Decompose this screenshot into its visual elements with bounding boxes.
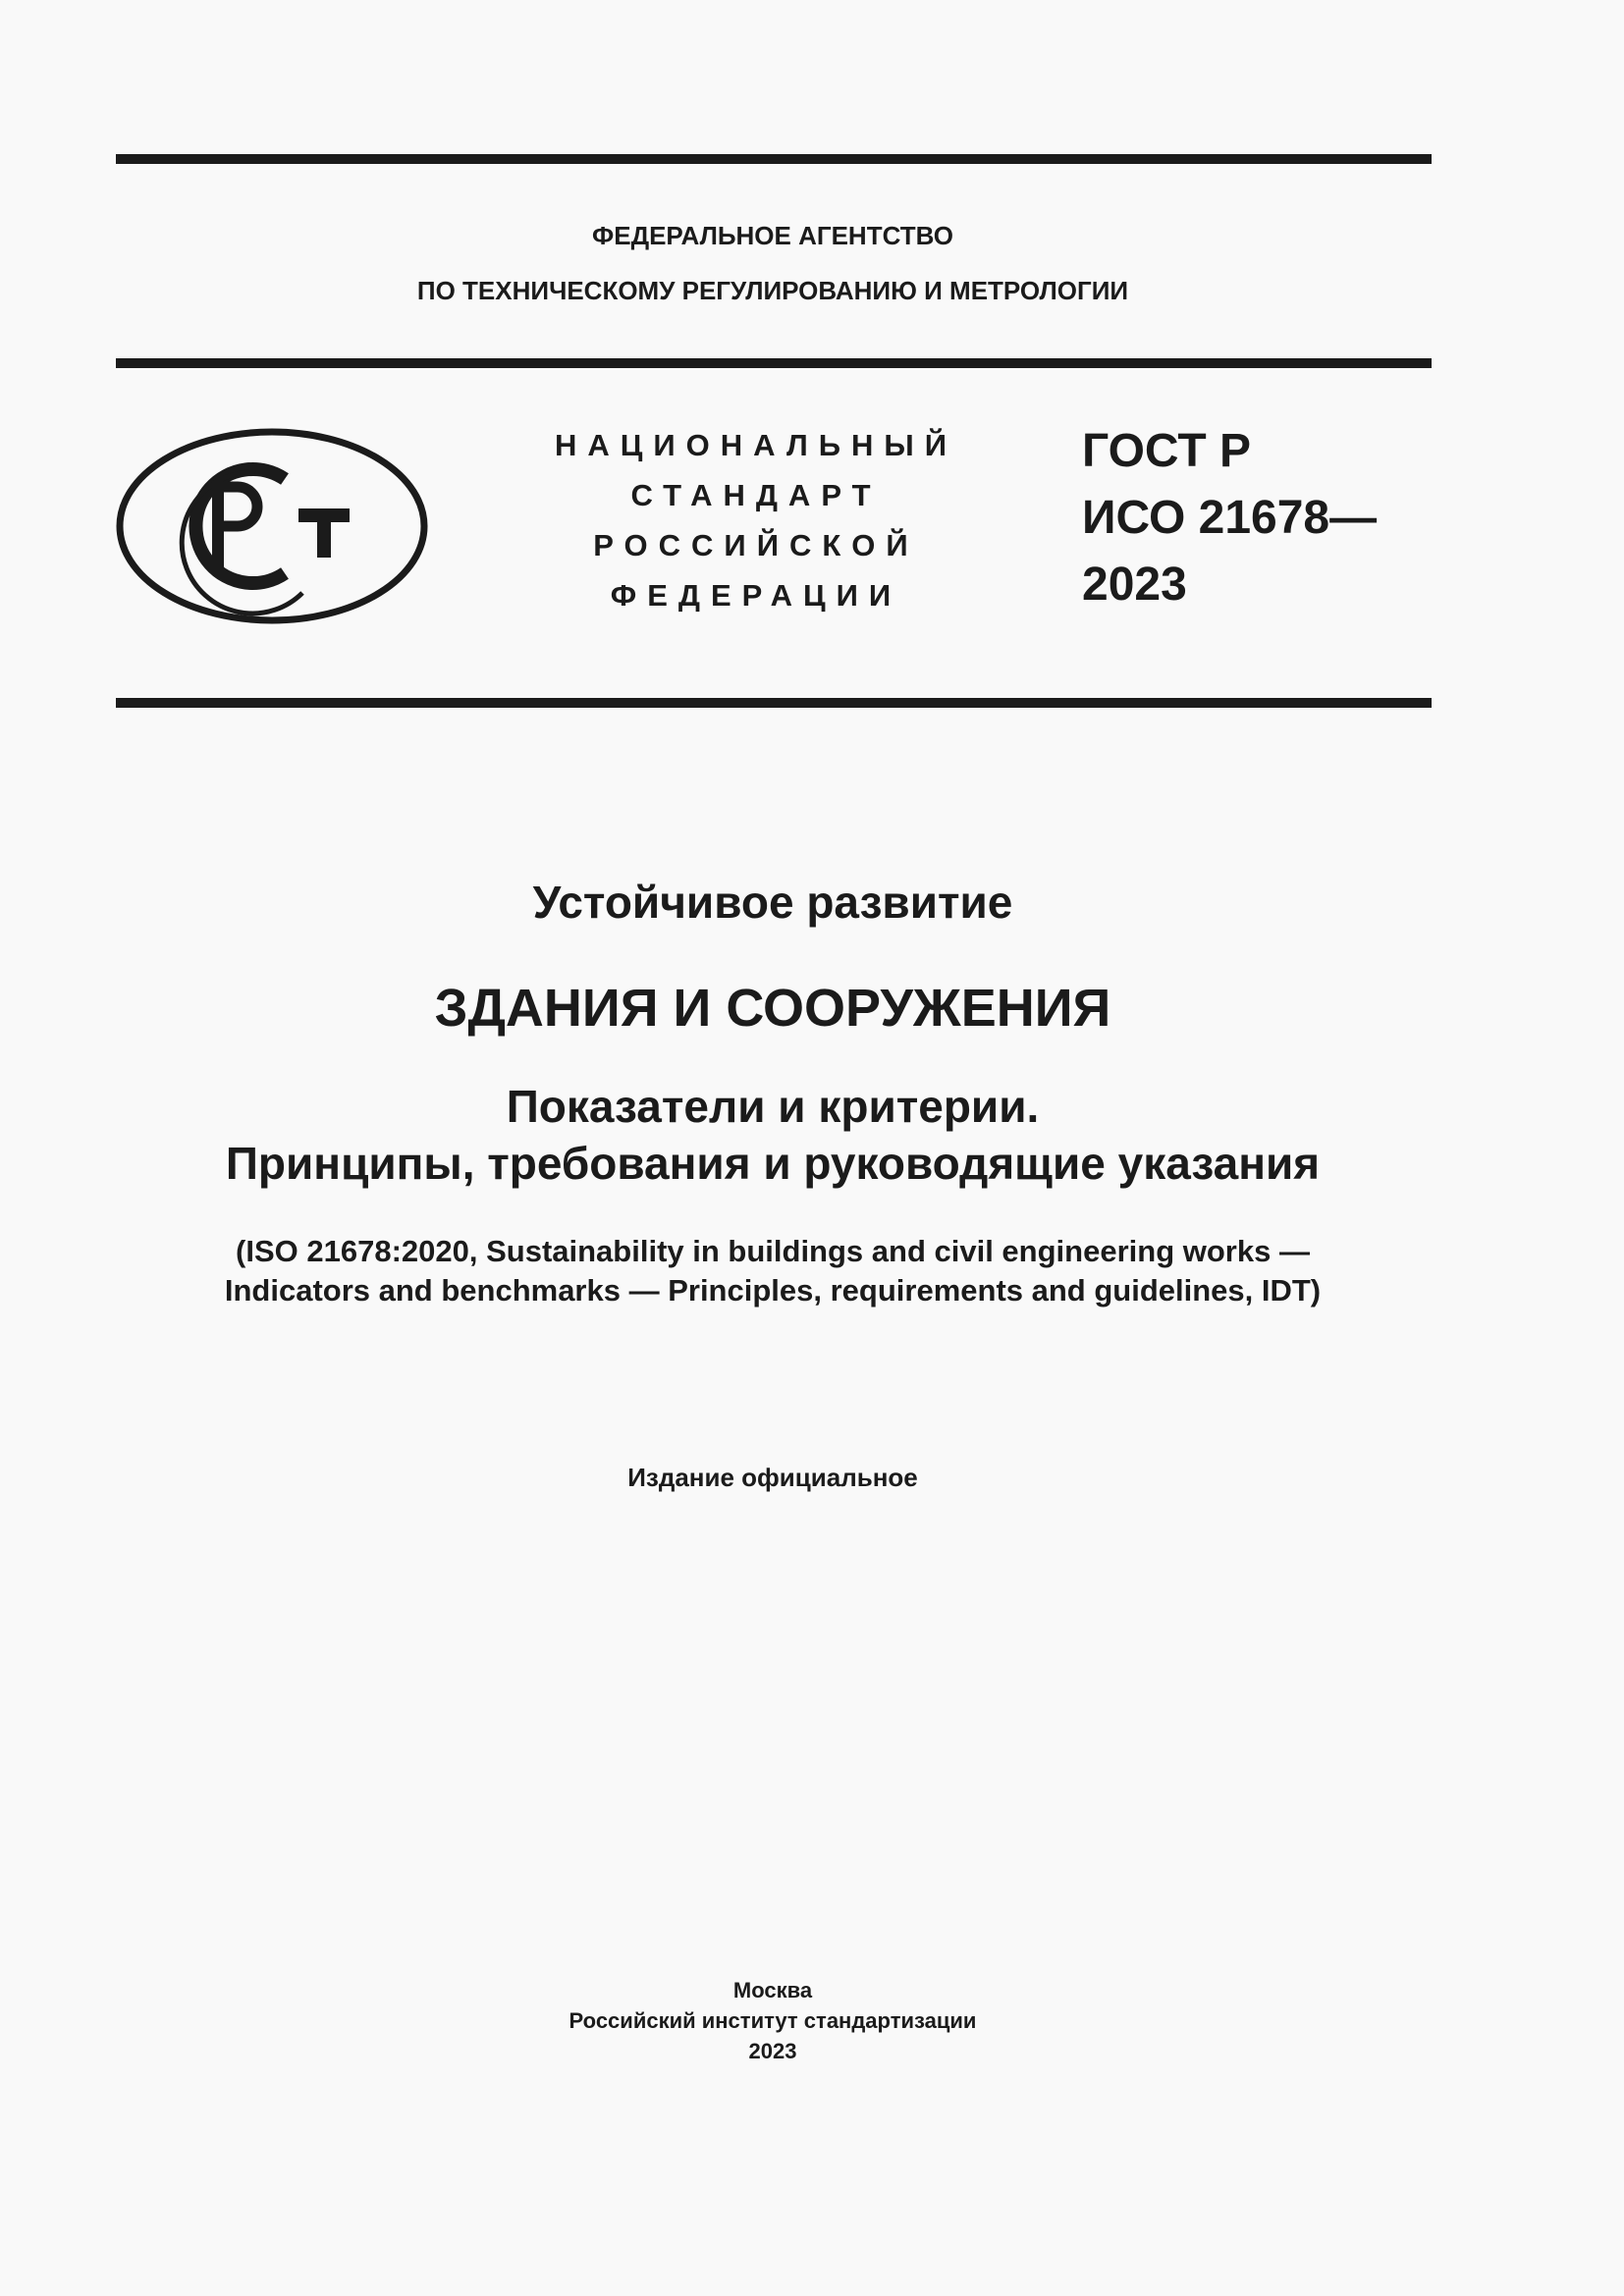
national-standard-line: СТАНДАРТ: [630, 478, 882, 512]
agency-name: [0, 208, 1545, 318]
subtitle-line-1: Показатели и критерии.: [506, 1081, 1040, 1132]
designation-line: ГОСТ Р: [1082, 425, 1252, 477]
national-standard-line: РОССИЙСКОЙ: [593, 528, 919, 562]
iso-reference-line-1: (ISO 21678:2020, Sustainability in buildings and civil engineering works —: [236, 1234, 1310, 1268]
iso-reference: [0, 1232, 1545, 1310]
iso-reference-line-2: Indicators and benchmarks — Principles, requirements and guidelines, IDT): [224, 1273, 1322, 1308]
top-rule: [116, 154, 1432, 164]
agency-line-2: ПО ТЕХНИЧЕСКОМУ РЕГУЛИРОВАНИЮ И МЕТРОЛОГИИ: [416, 276, 1129, 305]
imprint-year: 2023: [748, 2039, 797, 2063]
subtitle-line-2: Принципы, требования и руководящие указания: [225, 1138, 1321, 1189]
document-subject: Устойчивое развитие: [532, 877, 1013, 928]
imprint: [0, 1975, 1545, 2066]
rst-logo-icon: [116, 428, 428, 624]
national-standard-line: НАЦИОНАЛЬНЫЙ: [554, 428, 958, 462]
designation-line: 2023: [1082, 559, 1187, 611]
document-subtitle: [0, 1078, 1545, 1192]
imprint-city: Москва: [732, 1978, 813, 2002]
agency-line-1: ФЕДЕРАЛЬНОЕ АГЕНТСТВО: [592, 221, 953, 250]
standard-designation: [1082, 418, 1377, 618]
header-rule: [116, 358, 1432, 368]
national-standard-label: [530, 420, 982, 620]
designation-line: ИСО 21678—: [1082, 492, 1378, 544]
document-main-title: ЗДАНИЯ И СООРУЖЕНИЯ: [434, 979, 1111, 1038]
national-standard-line: ФЕДЕРАЦИИ: [610, 578, 902, 613]
imprint-publisher: Российский институт стандартизации: [568, 2008, 977, 2033]
edition-label: Издание официальное: [627, 1463, 918, 1492]
header-bottom-rule: [116, 698, 1432, 708]
